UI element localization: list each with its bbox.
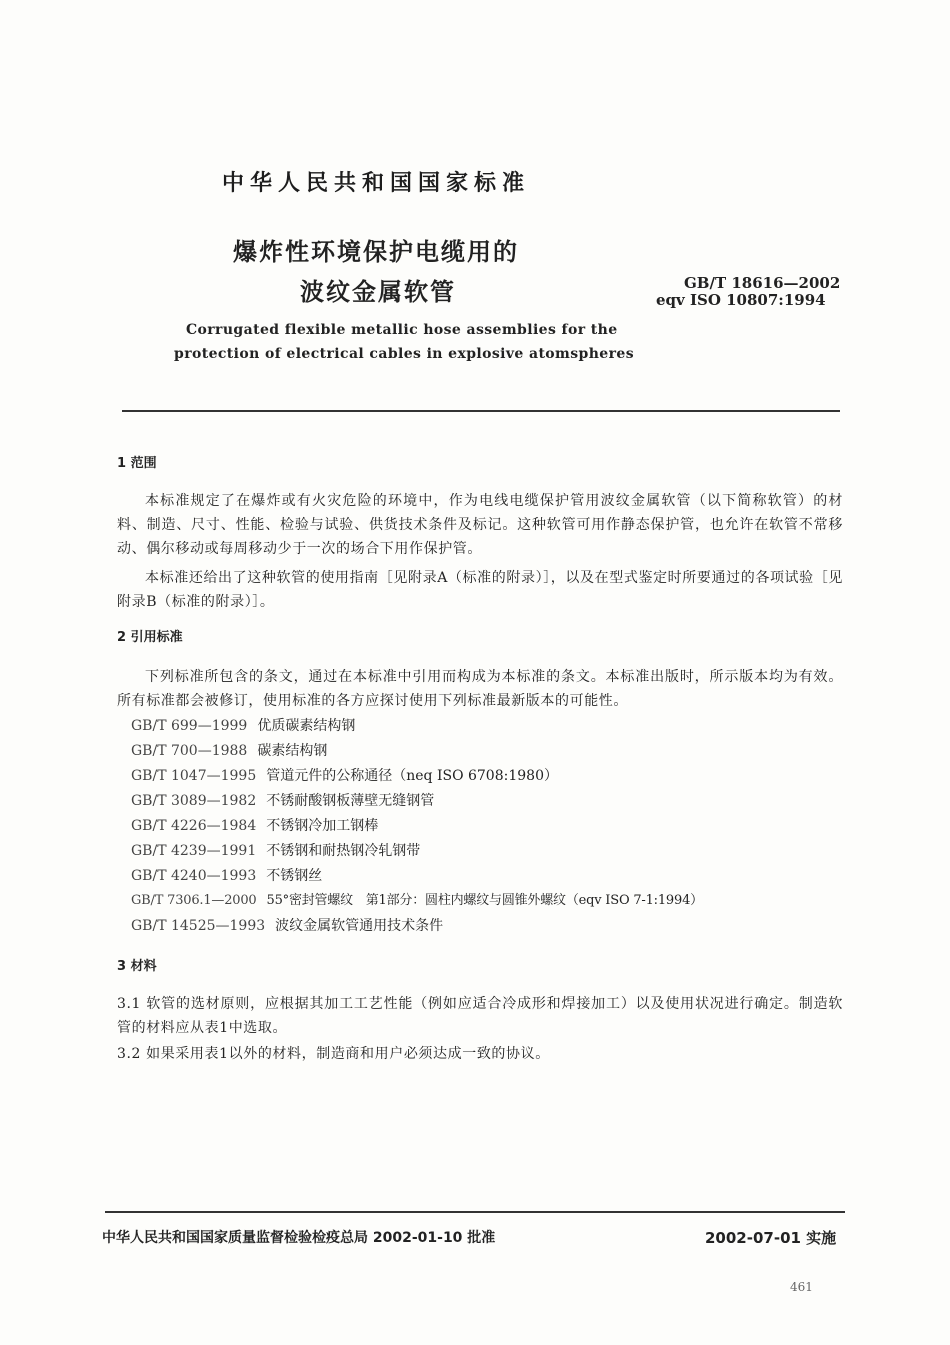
reference-title: 管道元件的公称通径（neq ISO 6708:1980）: [266, 768, 558, 784]
reference-title: 不锈钢冷加工钢棒: [266, 818, 379, 834]
reference-title: 55°密封管螺纹 第1部分：圆柱内螺纹与圆锥外螺纹（eqv ISO 7-1:1994）: [266, 893, 703, 908]
implementation-date: 2002-07-01 实施: [705, 1229, 837, 1247]
reference-item: [131, 766, 558, 786]
reference-code: GB/T 4226—1984: [131, 818, 257, 834]
equivalent-standard: eqv ISO 10807:1994: [656, 291, 826, 309]
standard-code: GB/T 18616—2002: [684, 274, 841, 292]
reference-code: GB/T 3089—1982: [131, 793, 257, 809]
reference-title: 不锈耐酸钢板薄壁无缝钢管: [266, 793, 435, 809]
reference-code: GB/T 14525—1993: [131, 918, 266, 934]
reference-item: [131, 866, 322, 886]
english-title-line-1: Corrugated flexible metallic hose assemblies for the: [186, 322, 618, 338]
footer-divider: [105, 1211, 845, 1213]
reference-item: [131, 891, 703, 911]
section-heading-scope: 1 范围: [117, 456, 157, 471]
reference-code: GB/T 4240—1993: [131, 868, 257, 884]
reference-code: GB/T 4239—1991: [131, 843, 257, 859]
header-divider: [122, 410, 840, 412]
reference-code: GB/T 700—1988: [131, 743, 248, 759]
page-number: 461: [790, 1280, 813, 1294]
document-title-line-2: 波纹金属软管: [300, 278, 456, 306]
reference-item: [131, 916, 443, 936]
references-intro: 下列标准所包含的条文，通过在本标准中引用而构成为本标准的条文。本标准出版时，所示版本均为有效。所有标准都会被修订，使用标准的各方应探讨使用下列标准最新版本的可能性。: [117, 669, 843, 709]
scope-paragraph-2: 本标准还给出了这种软管的使用指南［见附录A（标准的附录）］，以及在型式鉴定时所要通过的各项试验［见附录B（标准的附录）］。: [117, 570, 843, 610]
reference-title: 不锈钢和耐热钢冷轧钢带: [266, 843, 421, 859]
materials-item-3-1: 3.1 软管的选材原则，应根据其加工工艺性能（例如应适合冷成形和焊接加工）以及使用状况进行确定。制造软管的材料应从表1中选取。: [117, 996, 843, 1036]
reference-item: [131, 816, 378, 836]
english-title-line-2: protection of electrical cables in explosive atomspheres: [174, 346, 634, 362]
approval-statement: 中华人民共和国国家质量监督检验检疫总局 2002-01-10 批准: [102, 1230, 496, 1246]
section-heading-materials: 3 材料: [117, 959, 157, 974]
document-title-line-1: 爆炸性环境保护电缆用的: [233, 238, 519, 266]
reference-code: GB/T 699—1999: [131, 718, 248, 734]
reference-title: 波纹金属软管通用技术条件: [275, 918, 444, 934]
reference-item: [131, 841, 420, 861]
section-heading-references: 2 引用标准: [117, 630, 183, 645]
reference-title: 不锈钢丝: [266, 868, 323, 884]
scope-paragraph-1: 本标准规定了在爆炸或有火灾危险的环境中，作为电线电缆保护管用波纹金属软管（以下简称软管）的材料、制造、尺寸、性能、检验与试验、供货技术条件及标记。这种软管可用作静态保护管，也允许在软管不常移动、偶尔移动或每周移动少于一次的场合下用作保护管。: [117, 493, 843, 557]
issuing-organization: 中华人民共和国国家标准: [222, 171, 531, 196]
reference-title: 优质碳素结构钢: [257, 718, 356, 734]
reference-item: [131, 716, 355, 736]
reference-item: [131, 741, 327, 761]
reference-title: 碳素结构钢: [257, 743, 328, 759]
materials-item-3-2: 3.2 如果采用表1以外的材料，制造商和用户必须达成一致的协议。: [117, 1046, 550, 1062]
reference-code: GB/T 1047—1995: [131, 768, 257, 784]
reference-code: GB/T 7306.1—2000: [131, 893, 257, 908]
reference-item: [131, 791, 434, 811]
